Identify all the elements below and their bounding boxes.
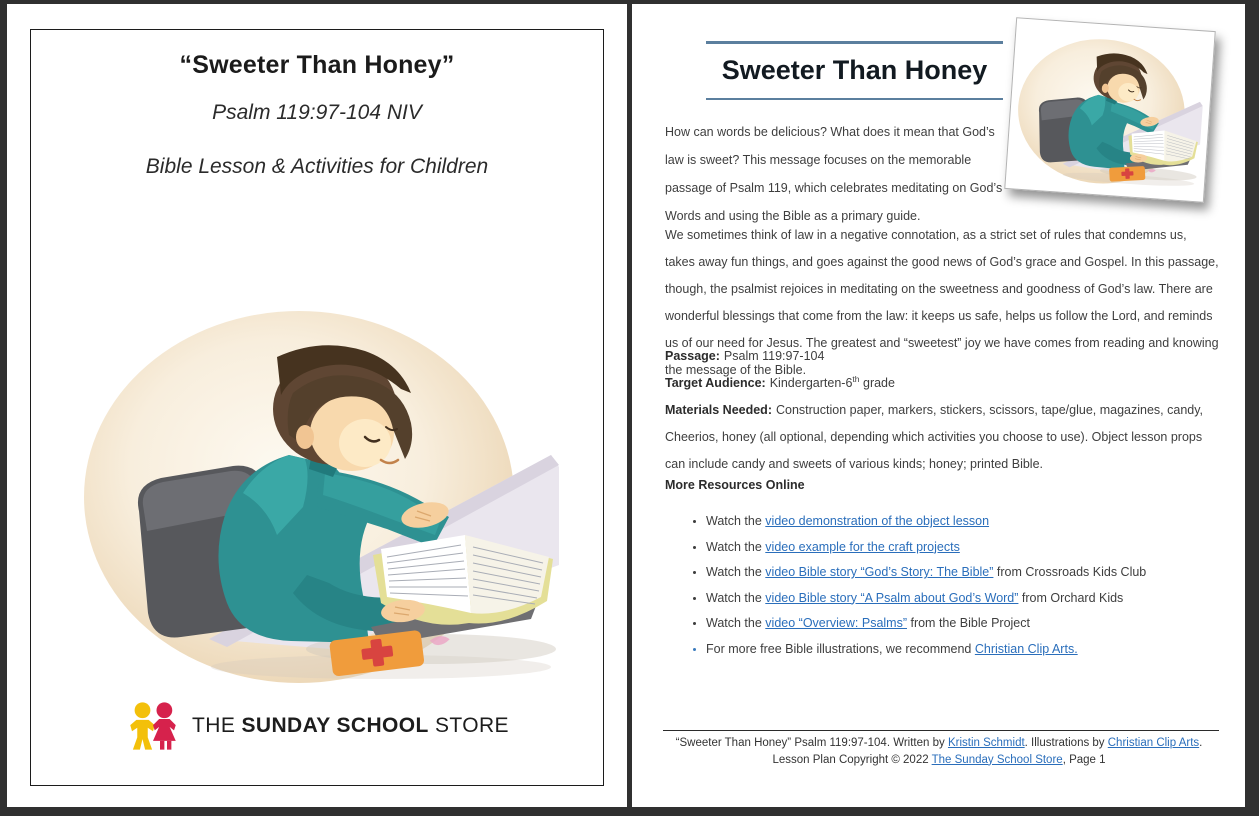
page-footer [650,735,1228,768]
audience-field [665,370,1219,397]
paper-doll-children-icon [125,700,181,752]
audience-value: Kindergarten-6 [769,376,853,390]
passage-label: Passage: [665,349,720,363]
audience-suffix: grade [859,376,895,390]
lesson-page [632,4,1245,807]
logo-store: STORE [434,714,509,737]
resource-link[interactable]: video Bible story “God’s Story: The Bible” [765,565,994,579]
resource-item [706,616,1146,631]
footer-line-1 [650,735,1228,752]
bullet-text: Watch the [706,539,766,554]
footer-rule [663,730,1219,731]
resource-link[interactable]: video “Overview: Psalms” [765,616,907,630]
cover-page-border [30,29,604,786]
audience-label: Target Audience: [665,376,766,390]
footer-text: . [1199,737,1203,749]
audience-superscript: th [852,373,860,384]
footer-illustrations-link[interactable]: Christian Clip Arts [1107,737,1200,749]
footer-text: . Illustrations by [1024,737,1108,749]
cover-page [7,4,627,807]
resource-item [706,565,1146,580]
bullet-text: from the Bible Project [907,616,1030,630]
footer-store-link[interactable]: The Sunday School Store [931,753,1063,766]
bullet-text: from Crossroads Kids Club [993,565,1147,579]
footer-text: “Sweeter Than Honey” Psalm 119:97-104. Written by [675,737,948,749]
resource-item [706,514,1146,529]
passage-value: Psalm 119:97-104 [723,349,825,363]
bullet-text: from Orchard Kids [1018,590,1124,605]
resource-link[interactable]: Christian Clip Arts. [974,641,1078,656]
title-rule-top [706,41,1003,44]
bullet-text: Watch the [706,616,766,630]
resource-item [706,591,1146,606]
resource-link[interactable]: video Bible story “A Psalm about God’s Word” [765,590,1019,605]
footer-text: Lesson Plan Copyright © 2022 [772,753,932,766]
bullet-text: For more free Bible illustrations, we recommend [706,641,975,656]
lesson-title: Sweeter Than Honey [721,55,988,85]
sunday-school-store-logo [31,696,603,756]
bullet-text: Watch the [706,565,766,579]
footer-text: , Page 1 [1062,753,1106,766]
passage-field [665,343,1219,370]
footer-line-2 [650,752,1228,769]
materials-field [665,397,1219,478]
materials-value: Construction paper, markers, stickers, scissors, tape/glue, magazines, candy, Cheerios, honey (all optional, depending which activities you choose to use). Object lesson props can include candy and sweets of various kinds; honey; printed Bible. [665,403,1204,471]
title-rule-bottom [706,98,1003,100]
cover-title: “Sweeter Than Honey” [179,51,455,79]
materials-label: Materials Needed: [665,403,772,417]
logo-name: SUNDAY SCHOOL [241,714,429,737]
intro-paragraph: How can words be delicious? What does it mean that God’s law is sweet? This message focuses on the memorable passage of Psalm 119, which celebrates meditating on God’s Words and using the Bible as a primary guide. [665,125,1003,223]
body-paragraph: We sometimes think of law in a negative connotation, as a strict set of rules that condemns us, takes away fun things, and goes against the good news of God’s grace and Gospel. In this passage, though, the psalmist rejoices in meditating on the sweetness and goodness of God’s law. There are wonderful blessings that come from the law: it keeps us safe, helps us follow the Lord, and reminds us of our need for Jesus. The greatest and “sweetest” joy we have comes from reading and knowing the message of the Bible. [665,228,1219,377]
bullet-text: Watch the [706,514,766,528]
resource-item [706,642,1146,657]
logo-the: THE [192,714,236,737]
cover-passage-reference: Psalm 119:97-104 NIV [212,101,422,124]
resource-item [706,540,1146,555]
bullet-text: Watch the [706,590,766,605]
logo-text [192,714,509,738]
resources-heading: More Resources Online [665,478,805,492]
cover-subtitle: Bible Lesson & Activities for Children [145,155,489,178]
resource-link[interactable]: video demonstration of the object lesson [765,514,990,528]
boy-reading-bible-thumbnail [1004,17,1216,203]
footer-author-link[interactable]: Kristin Schmidt [947,737,1025,749]
resource-link[interactable]: video example for the craft projects [765,539,960,554]
resources-list [690,514,1146,667]
boy-reading-bible-illustration [81,296,561,688]
